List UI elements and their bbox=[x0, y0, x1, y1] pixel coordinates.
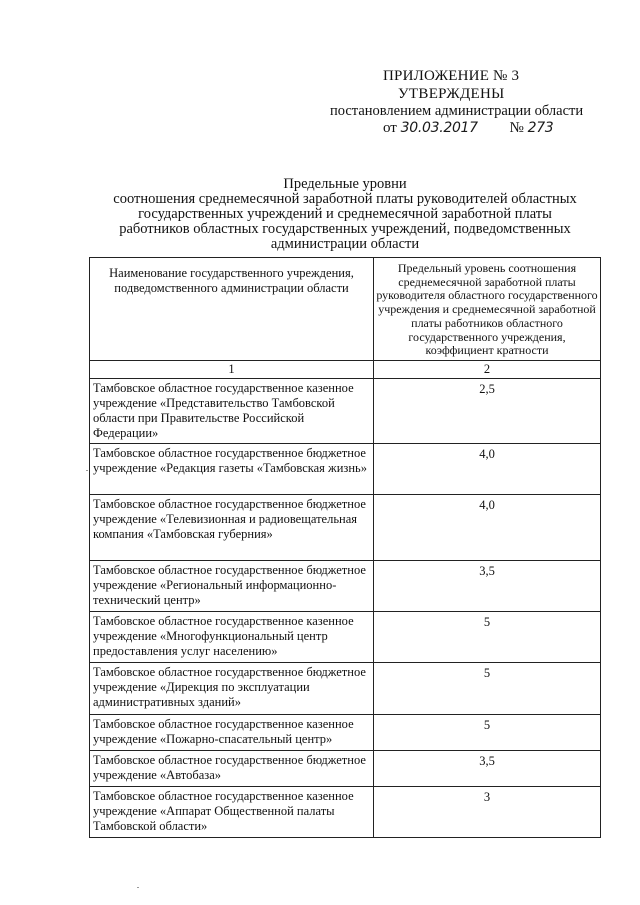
column-header-ratio: Предельный уровень соотношения среднемесячной заработной платы руководителя областного государственного учреждения и среднемесячной заработной платы работников областного государственного учреждения, коэффициент кратности bbox=[374, 258, 601, 361]
decree-date-number bbox=[383, 119, 553, 137]
scan-speck bbox=[86, 470, 88, 471]
column-number: 1 bbox=[90, 360, 374, 378]
column-header-institution: Наименование государственного учреждения, подведомственного администрации области bbox=[90, 258, 374, 361]
ratio-value: 3,5 bbox=[374, 750, 601, 786]
document-title bbox=[80, 177, 610, 252]
decree-text: постановлением администрации области bbox=[330, 103, 584, 119]
date-label: от bbox=[383, 120, 397, 136]
scan-speck bbox=[137, 887, 139, 888]
table-row bbox=[90, 662, 601, 714]
institution-name: Тамбовское областное государственное бюджетное учреждение «Редакция газеты «Тамбовская жизнь» bbox=[90, 443, 374, 494]
handwritten-number: 273 bbox=[527, 120, 554, 136]
institution-name: Тамбовское областное государственное бюджетное учреждение «Региональный информационно-технический центр» bbox=[90, 560, 374, 611]
table-row bbox=[90, 611, 601, 662]
ratio-value: 5 bbox=[374, 662, 601, 714]
title-line: государственных учреждений и среднемесячной заработной платы bbox=[138, 206, 552, 222]
institution-name: Тамбовское областное государственное бюджетное учреждение «Дирекция по эксплуатации административных зданий» bbox=[90, 662, 374, 714]
ratio-value: 3,5 bbox=[374, 560, 601, 611]
institution-name: Тамбовское областное государственное бюджетное учреждение «Автобаза» bbox=[90, 750, 374, 786]
title-line: Предельные уровни bbox=[283, 176, 407, 192]
table-row bbox=[90, 378, 601, 443]
title-line: работников областных государственных учреждений, подведомственных bbox=[119, 221, 571, 237]
table-row bbox=[90, 443, 601, 494]
approved-label: УТВЕРЖДЕНЫ bbox=[398, 86, 505, 102]
handwritten-date: 30.03.2017 bbox=[400, 120, 478, 136]
column-number-row bbox=[90, 360, 601, 378]
column-number: 2 bbox=[374, 360, 601, 378]
table-row bbox=[90, 494, 601, 560]
ratio-value: 2,5 bbox=[374, 378, 601, 443]
ratio-value: 5 bbox=[374, 611, 601, 662]
institution-name: Тамбовское областное государственное казенное учреждение «Представительство Тамбовской области при Правительстве Российской Федерации» bbox=[90, 378, 374, 443]
number-label: № bbox=[509, 120, 524, 136]
ratio-value: 4,0 bbox=[374, 494, 601, 560]
table-row bbox=[90, 786, 601, 837]
ratio-value: 4,0 bbox=[374, 443, 601, 494]
title-line: соотношения среднемесячной заработной платы руководителей областных bbox=[113, 191, 577, 207]
institution-name: Тамбовское областное государственное казенное учреждение «Многофункциональный центр предоставления услуг населению» bbox=[90, 611, 374, 662]
ratio-value: 5 bbox=[374, 714, 601, 750]
table-row bbox=[90, 750, 601, 786]
appendix-label: ПРИЛОЖЕНИЕ № 3 bbox=[383, 68, 520, 84]
table-row bbox=[90, 560, 601, 611]
ratio-table bbox=[89, 257, 601, 838]
table-row bbox=[90, 714, 601, 750]
institution-name: Тамбовское областное государственное казенное учреждение «Аппарат Общественной палаты Тамбовской области» bbox=[90, 786, 374, 837]
ratio-value: 3 bbox=[374, 786, 601, 837]
institution-name: Тамбовское областное государственное бюджетное учреждение «Телевизионная и радиовещательная компания «Тамбовская губерния» bbox=[90, 494, 374, 560]
institution-name: Тамбовское областное государственное казенное учреждение «Пожарно-спасательный центр» bbox=[90, 714, 374, 750]
title-line: администрации области bbox=[270, 236, 420, 252]
